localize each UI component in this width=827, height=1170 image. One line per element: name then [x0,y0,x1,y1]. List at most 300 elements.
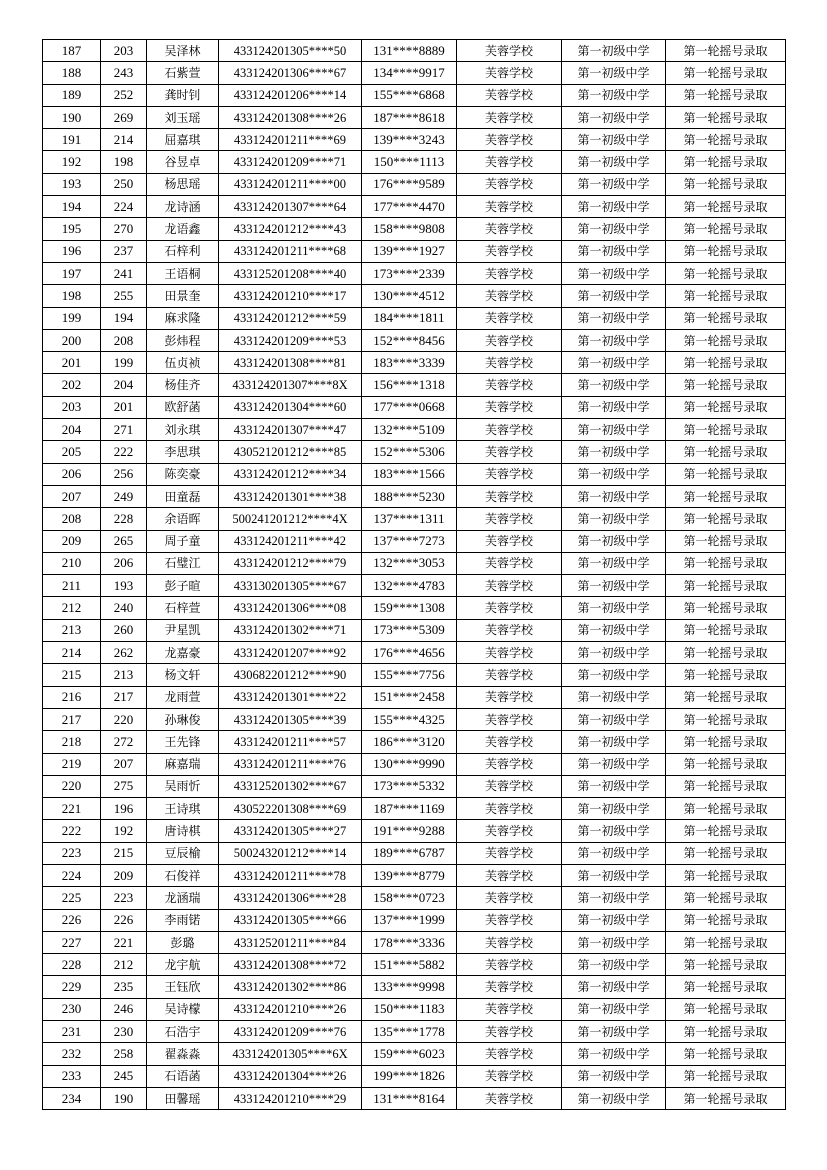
student-name-cell: 王先锋 [147,731,219,753]
phone-cell: 134****9917 [362,62,457,84]
primary-school-cell: 芙蓉学校 [457,374,562,396]
lottery-number-cell: 265 [101,530,147,552]
student-name-cell: 石璧江 [147,552,219,574]
student-name-cell: 杨佳齐 [147,374,219,396]
lottery-number-cell: 203 [101,40,147,62]
primary-school-cell: 芙蓉学校 [457,441,562,463]
primary-school-cell: 芙蓉学校 [457,954,562,976]
id-number-cell: 433124201302****71 [219,619,362,641]
primary-school-cell: 芙蓉学校 [457,642,562,664]
id-number-cell: 433124201209****71 [219,151,362,173]
phone-cell: 137****7273 [362,530,457,552]
table-row [43,151,786,173]
table-row [43,775,786,797]
phone-cell: 133****9998 [362,976,457,998]
phone-cell: 150****1113 [362,151,457,173]
seq-cell: 214 [43,642,101,664]
student-name-cell: 龙嘉豪 [147,642,219,664]
id-number-cell: 433124201306****28 [219,887,362,909]
lottery-number-cell: 256 [101,463,147,485]
id-number-cell: 433124201211****57 [219,731,362,753]
phone-cell: 187****8618 [362,106,457,128]
student-name-cell: 彭子暄 [147,575,219,597]
seq-cell: 224 [43,864,101,886]
phone-cell: 188****5230 [362,485,457,507]
seq-cell: 228 [43,954,101,976]
phone-cell: 139****3243 [362,129,457,151]
seq-cell: 196 [43,240,101,262]
primary-school-cell: 芙蓉学校 [457,173,562,195]
lottery-number-cell: 262 [101,642,147,664]
seq-cell: 188 [43,62,101,84]
admission-status-cell: 第一轮摇号录取 [666,84,786,106]
admission-status-cell: 第一轮摇号录取 [666,352,786,374]
id-number-cell: 433124201209****53 [219,329,362,351]
student-name-cell: 刘玉瑶 [147,106,219,128]
lottery-number-cell: 196 [101,798,147,820]
admission-status-cell: 第一轮摇号录取 [666,485,786,507]
lottery-number-cell: 271 [101,419,147,441]
id-number-cell: 430521201212****85 [219,441,362,463]
student-name-cell: 周子童 [147,530,219,552]
primary-school-cell: 芙蓉学校 [457,575,562,597]
admission-status-cell: 第一轮摇号录取 [666,173,786,195]
phone-cell: 132****5109 [362,419,457,441]
primary-school-cell: 芙蓉学校 [457,40,562,62]
seq-cell: 187 [43,40,101,62]
primary-school-cell: 芙蓉学校 [457,909,562,931]
admitted-school-cell: 第一初级中学 [562,1021,666,1043]
admitted-school-cell: 第一初级中学 [562,642,666,664]
seq-cell: 199 [43,307,101,329]
student-name-cell: 杨文轩 [147,664,219,686]
admission-status-cell: 第一轮摇号录取 [666,619,786,641]
phone-cell: 186****3120 [362,731,457,753]
admitted-school-cell: 第一初级中学 [562,731,666,753]
id-number-cell: 433124201305****6X [219,1043,362,1065]
seq-cell: 200 [43,329,101,351]
primary-school-cell: 芙蓉学校 [457,530,562,552]
phone-cell: 139****8779 [362,864,457,886]
table-row [43,998,786,1020]
id-number-cell: 500241201212****4X [219,508,362,530]
lottery-number-cell: 275 [101,775,147,797]
primary-school-cell: 芙蓉学校 [457,307,562,329]
primary-school-cell: 芙蓉学校 [457,976,562,998]
admission-status-cell: 第一轮摇号录取 [666,530,786,552]
lottery-number-cell: 258 [101,1043,147,1065]
id-number-cell: 433125201302****67 [219,775,362,797]
seq-cell: 232 [43,1043,101,1065]
admitted-school-cell: 第一初级中学 [562,798,666,820]
student-name-cell: 孙琳俊 [147,708,219,730]
seq-cell: 216 [43,686,101,708]
phone-cell: 131****8889 [362,40,457,62]
student-name-cell: 田馨瑶 [147,1087,219,1109]
student-name-cell: 刘永琪 [147,419,219,441]
lottery-number-cell: 241 [101,262,147,284]
admitted-school-cell: 第一初级中学 [562,40,666,62]
admitted-school-cell: 第一初级中学 [562,1043,666,1065]
table-row [43,218,786,240]
student-name-cell: 王钰欣 [147,976,219,998]
primary-school-cell: 芙蓉学校 [457,285,562,307]
phone-cell: 159****6023 [362,1043,457,1065]
id-number-cell: 433124201212****43 [219,218,362,240]
primary-school-cell: 芙蓉学校 [457,686,562,708]
id-number-cell: 433124201212****59 [219,307,362,329]
lottery-number-cell: 260 [101,619,147,641]
admitted-school-cell: 第一初级中学 [562,441,666,463]
student-name-cell: 陈奕豪 [147,463,219,485]
table-row [43,864,786,886]
student-name-cell: 田景奎 [147,285,219,307]
admission-status-cell: 第一轮摇号录取 [666,552,786,574]
table-row [43,173,786,195]
phone-cell: 150****1183 [362,998,457,1020]
table-row [43,530,786,552]
table-row [43,708,786,730]
admitted-school-cell: 第一初级中学 [562,419,666,441]
phone-cell: 139****1927 [362,240,457,262]
student-name-cell: 龚时钊 [147,84,219,106]
table-row [43,954,786,976]
student-name-cell: 李雨锘 [147,909,219,931]
student-name-cell: 谷昱卓 [147,151,219,173]
seq-cell: 197 [43,262,101,284]
admission-status-cell: 第一轮摇号录取 [666,62,786,84]
lottery-number-cell: 228 [101,508,147,530]
id-number-cell: 433124201304****26 [219,1065,362,1087]
primary-school-cell: 芙蓉学校 [457,552,562,574]
seq-cell: 234 [43,1087,101,1109]
table-row [43,285,786,307]
id-number-cell: 433124201308****81 [219,352,362,374]
seq-cell: 191 [43,129,101,151]
admitted-school-cell: 第一初级中学 [562,887,666,909]
admitted-school-cell: 第一初级中学 [562,820,666,842]
admitted-school-cell: 第一初级中学 [562,463,666,485]
primary-school-cell: 芙蓉学校 [457,62,562,84]
phone-cell: 132****3053 [362,552,457,574]
table-row [43,619,786,641]
lottery-number-cell: 222 [101,441,147,463]
seq-cell: 203 [43,396,101,418]
id-number-cell: 433124201209****76 [219,1021,362,1043]
student-name-cell: 龙诗涵 [147,196,219,218]
seq-cell: 201 [43,352,101,374]
phone-cell: 135****1778 [362,1021,457,1043]
student-name-cell: 石语菡 [147,1065,219,1087]
phone-cell: 183****1566 [362,463,457,485]
id-number-cell: 433124201211****00 [219,173,362,195]
phone-cell: 130****4512 [362,285,457,307]
lottery-number-cell: 193 [101,575,147,597]
student-name-cell: 吴泽林 [147,40,219,62]
admitted-school-cell: 第一初级中学 [562,976,666,998]
admitted-school-cell: 第一初级中学 [562,931,666,953]
lottery-number-cell: 226 [101,909,147,931]
phone-cell: 158****0723 [362,887,457,909]
admission-status-cell: 第一轮摇号录取 [666,976,786,998]
admitted-school-cell: 第一初级中学 [562,864,666,886]
phone-cell: 199****1826 [362,1065,457,1087]
table-row [43,463,786,485]
primary-school-cell: 芙蓉学校 [457,820,562,842]
admitted-school-cell: 第一初级中学 [562,753,666,775]
admission-status-cell: 第一轮摇号录取 [666,842,786,864]
primary-school-cell: 芙蓉学校 [457,463,562,485]
seq-cell: 222 [43,820,101,842]
admitted-school-cell: 第一初级中学 [562,129,666,151]
lottery-number-cell: 249 [101,485,147,507]
student-name-cell: 杨思瑶 [147,173,219,195]
admission-status-cell: 第一轮摇号录取 [666,40,786,62]
phone-cell: 173****5332 [362,775,457,797]
phone-cell: 151****2458 [362,686,457,708]
phone-cell: 177****0668 [362,396,457,418]
primary-school-cell: 芙蓉学校 [457,419,562,441]
primary-school-cell: 芙蓉学校 [457,708,562,730]
primary-school-cell: 芙蓉学校 [457,887,562,909]
seq-cell: 229 [43,976,101,998]
id-number-cell: 430682201212****90 [219,664,362,686]
admitted-school-cell: 第一初级中学 [562,240,666,262]
table-row [43,575,786,597]
phone-cell: 183****3339 [362,352,457,374]
primary-school-cell: 芙蓉学校 [457,1065,562,1087]
table-row [43,40,786,62]
seq-cell: 225 [43,887,101,909]
admission-status-cell: 第一轮摇号录取 [666,864,786,886]
seq-cell: 193 [43,173,101,195]
lottery-number-cell: 217 [101,686,147,708]
primary-school-cell: 芙蓉学校 [457,396,562,418]
lottery-number-cell: 208 [101,329,147,351]
seq-cell: 202 [43,374,101,396]
admission-status-cell: 第一轮摇号录取 [666,731,786,753]
table-row [43,374,786,396]
table-row [43,642,786,664]
admission-status-cell: 第一轮摇号录取 [666,597,786,619]
primary-school-cell: 芙蓉学校 [457,931,562,953]
admitted-school-cell: 第一初级中学 [562,485,666,507]
primary-school-cell: 芙蓉学校 [457,1087,562,1109]
primary-school-cell: 芙蓉学校 [457,1043,562,1065]
admission-status-cell: 第一轮摇号录取 [666,820,786,842]
admitted-school-cell: 第一初级中学 [562,664,666,686]
admitted-school-cell: 第一初级中学 [562,552,666,574]
lottery-number-cell: 230 [101,1021,147,1043]
admission-status-cell: 第一轮摇号录取 [666,196,786,218]
primary-school-cell: 芙蓉学校 [457,753,562,775]
primary-school-cell: 芙蓉学校 [457,218,562,240]
student-name-cell: 唐诗棋 [147,820,219,842]
student-name-cell: 龙宇航 [147,954,219,976]
primary-school-cell: 芙蓉学校 [457,775,562,797]
lottery-number-cell: 243 [101,62,147,84]
admission-status-cell: 第一轮摇号录取 [666,285,786,307]
id-number-cell: 433124201212****79 [219,552,362,574]
table-row [43,1043,786,1065]
id-number-cell: 433124201302****86 [219,976,362,998]
admission-status-cell: 第一轮摇号录取 [666,240,786,262]
lottery-number-cell: 250 [101,173,147,195]
table-row [43,820,786,842]
admission-status-cell: 第一轮摇号录取 [666,419,786,441]
phone-cell: 155****6868 [362,84,457,106]
admission-status-cell: 第一轮摇号录取 [666,1065,786,1087]
id-number-cell: 433124201305****39 [219,708,362,730]
id-number-cell: 430522201308****69 [219,798,362,820]
admitted-school-cell: 第一初级中学 [562,352,666,374]
student-name-cell: 伍贞祯 [147,352,219,374]
seq-cell: 195 [43,218,101,240]
seq-cell: 230 [43,998,101,1020]
admitted-school-cell: 第一初级中学 [562,62,666,84]
table-row [43,485,786,507]
phone-cell: 155****4325 [362,708,457,730]
table-row [43,1087,786,1109]
primary-school-cell: 芙蓉学校 [457,798,562,820]
student-name-cell: 麻求隆 [147,307,219,329]
student-name-cell: 王诗琪 [147,798,219,820]
admitted-school-cell: 第一初级中学 [562,84,666,106]
lottery-number-cell: 255 [101,285,147,307]
student-name-cell: 石梓利 [147,240,219,262]
student-name-cell: 田童磊 [147,485,219,507]
student-name-cell: 龙涵瑞 [147,887,219,909]
table-row [43,552,786,574]
lottery-number-cell: 199 [101,352,147,374]
id-number-cell: 500243201212****14 [219,842,362,864]
admission-status-cell: 第一轮摇号录取 [666,686,786,708]
lottery-number-cell: 212 [101,954,147,976]
seq-cell: 194 [43,196,101,218]
id-number-cell: 433124201210****17 [219,285,362,307]
primary-school-cell: 芙蓉学校 [457,84,562,106]
table-row [43,1021,786,1043]
seq-cell: 209 [43,530,101,552]
phone-cell: 152****5306 [362,441,457,463]
student-name-cell: 王语桐 [147,262,219,284]
id-number-cell: 433130201305****67 [219,575,362,597]
admission-status-cell: 第一轮摇号录取 [666,262,786,284]
seq-cell: 198 [43,285,101,307]
seq-cell: 231 [43,1021,101,1043]
lottery-number-cell: 272 [101,731,147,753]
student-name-cell: 尹星凯 [147,619,219,641]
admission-status-cell: 第一轮摇号录取 [666,575,786,597]
seq-cell: 233 [43,1065,101,1087]
student-name-cell: 李思琪 [147,441,219,463]
id-number-cell: 433124201212****34 [219,463,362,485]
admitted-school-cell: 第一初级中学 [562,106,666,128]
primary-school-cell: 芙蓉学校 [457,151,562,173]
seq-cell: 215 [43,664,101,686]
student-name-cell: 彭璐 [147,931,219,953]
table-row [43,508,786,530]
admitted-school-cell: 第一初级中学 [562,597,666,619]
admission-status-cell: 第一轮摇号录取 [666,463,786,485]
admitted-school-cell: 第一初级中学 [562,196,666,218]
admitted-school-cell: 第一初级中学 [562,1065,666,1087]
admission-status-cell: 第一轮摇号录取 [666,307,786,329]
admission-status-cell: 第一轮摇号录取 [666,129,786,151]
primary-school-cell: 芙蓉学校 [457,998,562,1020]
admitted-school-cell: 第一初级中学 [562,262,666,284]
seq-cell: 220 [43,775,101,797]
seq-cell: 204 [43,419,101,441]
lottery-number-cell: 252 [101,84,147,106]
table-row [43,262,786,284]
id-number-cell: 433124201211****78 [219,864,362,886]
id-number-cell: 433124201206****14 [219,84,362,106]
student-name-cell: 龙语鑫 [147,218,219,240]
id-number-cell: 433124201305****27 [219,820,362,842]
lottery-number-cell: 224 [101,196,147,218]
id-number-cell: 433125201211****84 [219,931,362,953]
seq-cell: 206 [43,463,101,485]
lottery-number-cell: 209 [101,864,147,886]
seq-cell: 219 [43,753,101,775]
admission-status-cell: 第一轮摇号录取 [666,508,786,530]
admission-status-cell: 第一轮摇号录取 [666,329,786,351]
lottery-number-cell: 220 [101,708,147,730]
seq-cell: 211 [43,575,101,597]
admission-status-cell: 第一轮摇号录取 [666,106,786,128]
student-name-cell: 豆辰榆 [147,842,219,864]
seq-cell: 190 [43,106,101,128]
id-number-cell: 433124201306****67 [219,62,362,84]
lottery-number-cell: 240 [101,597,147,619]
table-row [43,597,786,619]
admitted-school-cell: 第一初级中学 [562,329,666,351]
admitted-school-cell: 第一初级中学 [562,530,666,552]
id-number-cell: 433124201305****66 [219,909,362,931]
admission-status-cell: 第一轮摇号录取 [666,441,786,463]
table-row [43,753,786,775]
primary-school-cell: 芙蓉学校 [457,262,562,284]
primary-school-cell: 芙蓉学校 [457,1021,562,1043]
phone-cell: 173****5309 [362,619,457,641]
seq-cell: 226 [43,909,101,931]
student-name-cell: 翟淼淼 [147,1043,219,1065]
admission-status-cell: 第一轮摇号录取 [666,931,786,953]
table-row [43,240,786,262]
phone-cell: 155****7756 [362,664,457,686]
lottery-number-cell: 221 [101,931,147,953]
admission-status-cell: 第一轮摇号录取 [666,1043,786,1065]
lottery-number-cell: 215 [101,842,147,864]
admission-table [42,39,786,1110]
primary-school-cell: 芙蓉学校 [457,597,562,619]
table-row [43,686,786,708]
admission-status-cell: 第一轮摇号录取 [666,218,786,240]
lottery-number-cell: 207 [101,753,147,775]
phone-cell: 152****8456 [362,329,457,351]
admitted-school-cell: 第一初级中学 [562,909,666,931]
phone-cell: 151****5882 [362,954,457,976]
id-number-cell: 433124201207****92 [219,642,362,664]
id-number-cell: 433124201301****38 [219,485,362,507]
table-row [43,798,786,820]
phone-cell: 178****3336 [362,931,457,953]
primary-school-cell: 芙蓉学校 [457,106,562,128]
admission-status-cell: 第一轮摇号录取 [666,909,786,931]
admitted-school-cell: 第一初级中学 [562,954,666,976]
table-row [43,842,786,864]
